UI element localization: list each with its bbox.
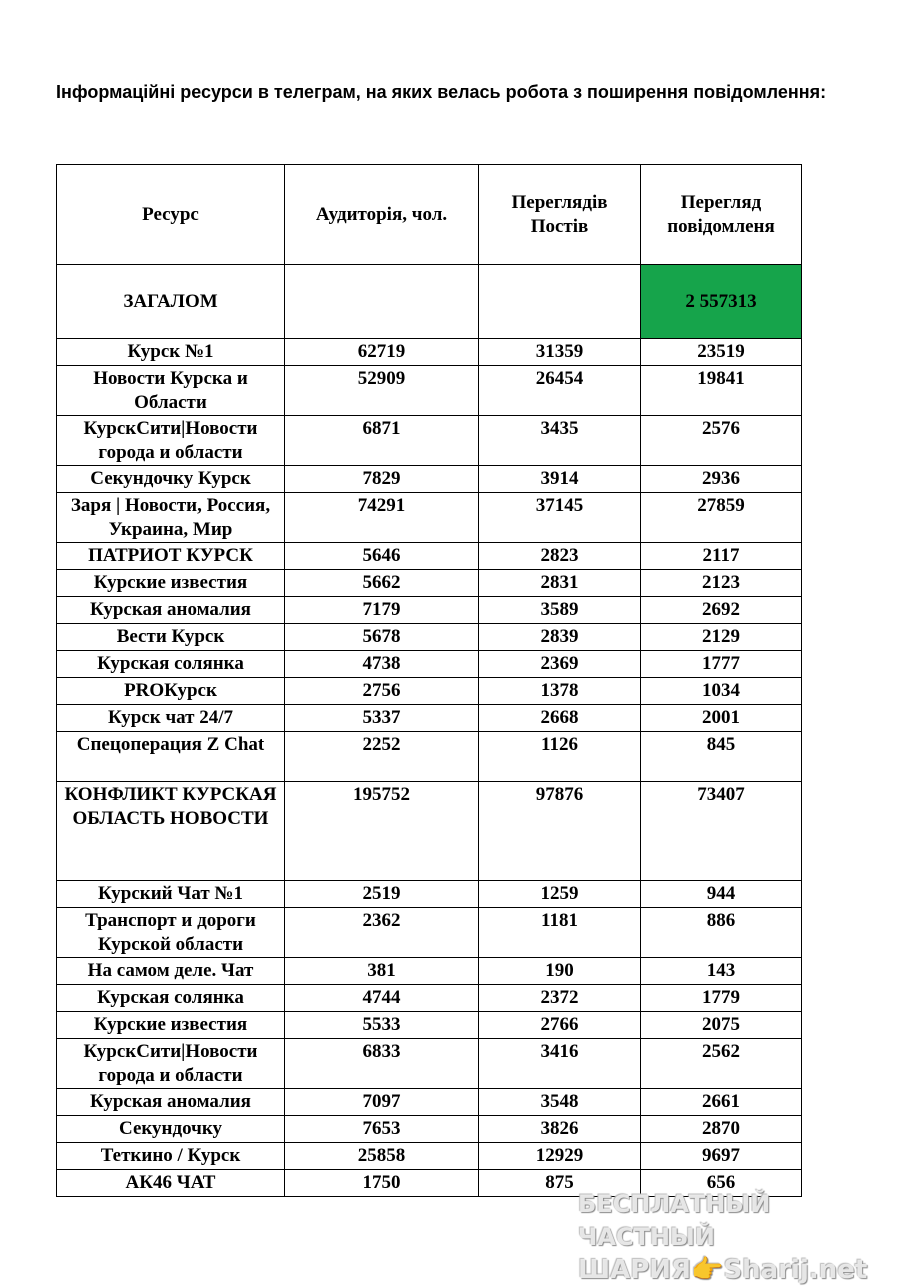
cell-audience: 25858: [285, 1143, 479, 1170]
cell-post-views: 190: [479, 958, 641, 985]
table-row: [57, 881, 802, 908]
cell-resource: КурскСити|Новости города и области: [57, 1039, 285, 1089]
cell-resource: Курская аномалия: [57, 1089, 285, 1116]
cell-audience: 2252: [285, 732, 479, 782]
cell-message-views: 1777: [641, 651, 802, 678]
cell-message-views: 2123: [641, 570, 802, 597]
cell-post-views: 3914: [479, 466, 641, 493]
table-row: [57, 651, 802, 678]
cell-audience: 4738: [285, 651, 479, 678]
resources-table: [56, 164, 802, 1197]
table-row: [57, 1039, 802, 1089]
cell-message-views: 2661: [641, 1089, 802, 1116]
table-row: [57, 705, 802, 732]
cell-post-views: 97876: [479, 782, 641, 881]
cell-message-views: 143: [641, 958, 802, 985]
cell-message-views: 9697: [641, 1143, 802, 1170]
table-row: [57, 366, 802, 416]
cell-audience: 7829: [285, 466, 479, 493]
cell-audience: 7097: [285, 1089, 479, 1116]
cell-audience: 1750: [285, 1170, 479, 1197]
cell-resource: Курский Чат №1: [57, 881, 285, 908]
cell-audience: 5533: [285, 1012, 479, 1039]
cell-message-views: 656: [641, 1170, 802, 1197]
cell-resource: КурскСити|Новости города и области: [57, 416, 285, 466]
cell-resource: Новости Курска и Области: [57, 366, 285, 416]
table-row: [57, 339, 802, 366]
header-resource: Ресурс: [57, 165, 285, 265]
total-post-views: [479, 265, 641, 339]
cell-message-views: 886: [641, 908, 802, 958]
header-audience: Аудиторія, чол.: [285, 165, 479, 265]
cell-message-views: 2562: [641, 1039, 802, 1089]
cell-post-views: 3826: [479, 1116, 641, 1143]
cell-post-views: 1259: [479, 881, 641, 908]
cell-audience: 7653: [285, 1116, 479, 1143]
cell-audience: 381: [285, 958, 479, 985]
cell-resource: КОНФЛИКТ КУРСКАЯ ОБЛАСТЬ НОВОСТИ: [57, 782, 285, 881]
cell-post-views: 2823: [479, 543, 641, 570]
intro-text: Інформаційні ресурси в телеграм, на яких велась робота з поширення повідомлення:: [56, 82, 827, 102]
cell-resource: Курские известия: [57, 570, 285, 597]
cell-resource: Курские известия: [57, 1012, 285, 1039]
cell-message-views: 1779: [641, 985, 802, 1012]
cell-audience: 6833: [285, 1039, 479, 1089]
cell-audience: 2362: [285, 908, 479, 958]
cell-audience: 2519: [285, 881, 479, 908]
total-label: ЗАГАЛОМ: [57, 265, 285, 339]
cell-post-views: 31359: [479, 339, 641, 366]
total-message-views: 2 557313: [641, 265, 802, 339]
cell-resource: Курская аномалия: [57, 597, 285, 624]
cell-resource: Заря | Новости, Россия, Украина, Мир: [57, 493, 285, 543]
cell-post-views: 26454: [479, 366, 641, 416]
cell-message-views: 2692: [641, 597, 802, 624]
cell-resource: PROКурск: [57, 678, 285, 705]
cell-message-views: 2129: [641, 624, 802, 651]
table-row: [57, 570, 802, 597]
cell-message-views: 27859: [641, 493, 802, 543]
cell-resource: Курск чат 24/7: [57, 705, 285, 732]
total-audience: [285, 265, 479, 339]
total-row: [57, 265, 802, 339]
cell-resource: ПАТРИОТ КУРСК: [57, 543, 285, 570]
cell-resource: Вести Курск: [57, 624, 285, 651]
cell-message-views: 944: [641, 881, 802, 908]
cell-post-views: 1181: [479, 908, 641, 958]
cell-audience: 4744: [285, 985, 479, 1012]
cell-resource: Теткино / Курск: [57, 1143, 285, 1170]
cell-audience: 5646: [285, 543, 479, 570]
cell-post-views: 3416: [479, 1039, 641, 1089]
table-row: [57, 782, 802, 881]
table-row: [57, 493, 802, 543]
table-row: [57, 985, 802, 1012]
cell-audience: 5337: [285, 705, 479, 732]
header-row: [57, 165, 802, 265]
cell-post-views: 3435: [479, 416, 641, 466]
table-row: [57, 678, 802, 705]
table-row: [57, 543, 802, 570]
cell-message-views: 1034: [641, 678, 802, 705]
table-row: [57, 732, 802, 782]
table-row: [57, 1116, 802, 1143]
header-post-views: Переглядів Постів: [479, 165, 641, 265]
watermark-line-1: БЕСПЛАТНЫЙ ЧАСТНЫЙ: [578, 1190, 771, 1251]
cell-post-views: 2668: [479, 705, 641, 732]
cell-resource: Спецоперация Z Chat: [57, 732, 285, 782]
cell-resource: Курская солянка: [57, 985, 285, 1012]
cell-post-views: 3589: [479, 597, 641, 624]
cell-audience: 195752: [285, 782, 479, 881]
cell-resource: Секундочку Курск: [57, 466, 285, 493]
table-row: [57, 597, 802, 624]
cell-resource: Курская солянка: [57, 651, 285, 678]
cell-audience: 5678: [285, 624, 479, 651]
table-row: [57, 1089, 802, 1116]
cell-audience: 6871: [285, 416, 479, 466]
cell-message-views: 2001: [641, 705, 802, 732]
watermark-line-2: ШАРИЯ👉Sharij.net: [578, 1255, 868, 1285]
cell-message-views: 845: [641, 732, 802, 782]
cell-audience: 74291: [285, 493, 479, 543]
cell-post-views: 3548: [479, 1089, 641, 1116]
cell-post-views: 875: [479, 1170, 641, 1197]
table-row: [57, 1143, 802, 1170]
cell-audience: 62719: [285, 339, 479, 366]
cell-post-views: 2766: [479, 1012, 641, 1039]
cell-resource: Секундочку: [57, 1116, 285, 1143]
cell-message-views: 2870: [641, 1116, 802, 1143]
cell-message-views: 2576: [641, 416, 802, 466]
cell-post-views: 2369: [479, 651, 641, 678]
cell-audience: 5662: [285, 570, 479, 597]
table-row: [57, 1012, 802, 1039]
table-row: [57, 466, 802, 493]
cell-audience: 52909: [285, 366, 479, 416]
header-message-views: Перегляд повідомленя: [641, 165, 802, 265]
cell-post-views: 1378: [479, 678, 641, 705]
cell-message-views: 2075: [641, 1012, 802, 1039]
cell-message-views: 2936: [641, 466, 802, 493]
table-row: [57, 624, 802, 651]
cell-resource: На самом деле. Чат: [57, 958, 285, 985]
cell-post-views: 12929: [479, 1143, 641, 1170]
cell-post-views: 2831: [479, 570, 641, 597]
cell-post-views: 1126: [479, 732, 641, 782]
cell-resource: Транспорт и дороги Курской области: [57, 908, 285, 958]
cell-post-views: 2372: [479, 985, 641, 1012]
cell-message-views: 73407: [641, 782, 802, 881]
table-row: [57, 958, 802, 985]
cell-post-views: 37145: [479, 493, 641, 543]
cell-message-views: 2117: [641, 543, 802, 570]
cell-resource: АК46 ЧАТ: [57, 1170, 285, 1197]
cell-post-views: 2839: [479, 624, 641, 651]
cell-audience: 7179: [285, 597, 479, 624]
cell-message-views: 19841: [641, 366, 802, 416]
table-row: [57, 908, 802, 958]
cell-message-views: 23519: [641, 339, 802, 366]
watermark: [578, 1188, 890, 1287]
cell-resource: Курск №1: [57, 339, 285, 366]
cell-audience: 2756: [285, 678, 479, 705]
table-row: [57, 416, 802, 466]
